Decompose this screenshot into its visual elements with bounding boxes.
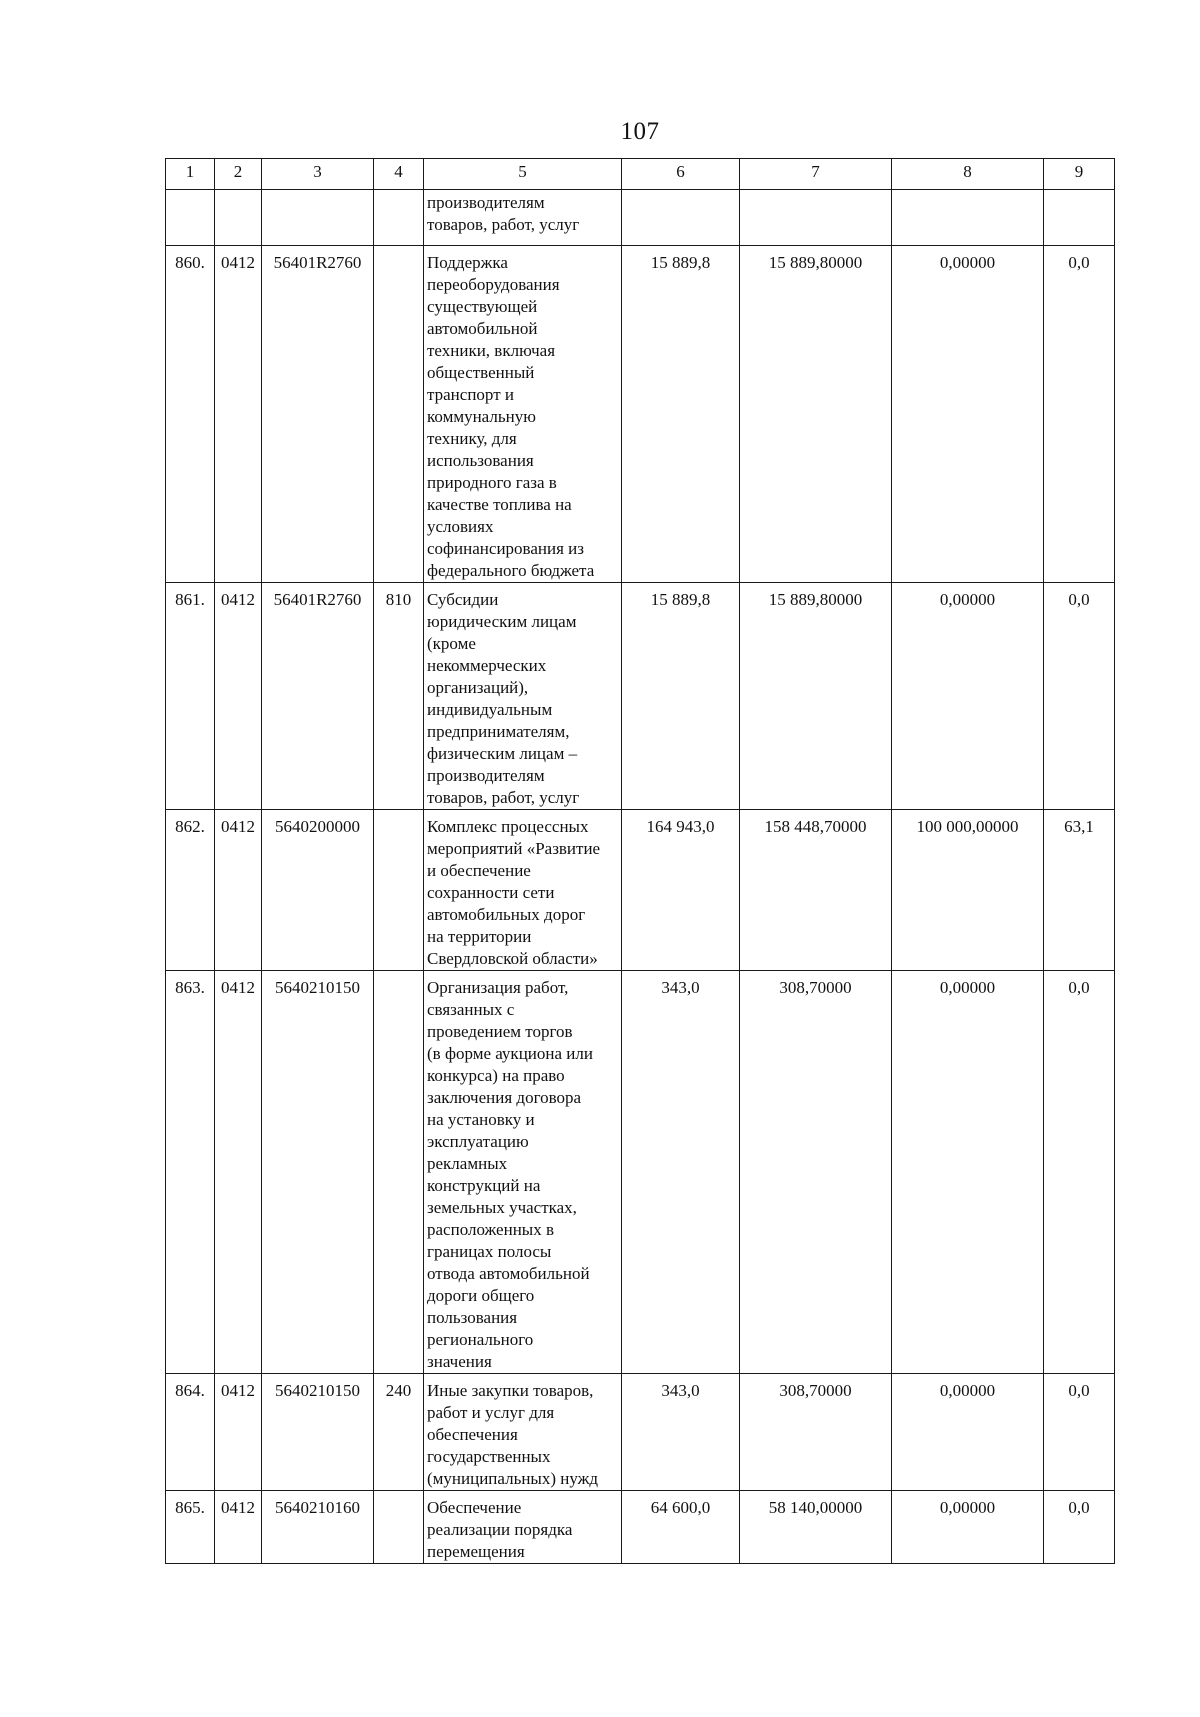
name-line: качестве топлива на [427,495,572,514]
cell-col6: 343,0 [622,1374,740,1491]
name-line: автомобильных дорог [427,905,586,924]
name-line: обеспечения [427,1425,518,1444]
cell-col8: 100 000,00000 [892,810,1044,971]
name-line: производителям [427,193,545,212]
cell-num [166,190,215,246]
table-row [166,1374,1115,1491]
cell-code: 5640210150 [262,1374,374,1491]
column-header-5: 5 [424,159,622,190]
cell-type [374,1491,424,1564]
budget-table [165,158,1115,1564]
name-line: государственных [427,1447,551,1466]
column-header-4: 4 [374,159,424,190]
name-line: Организация работ, [427,978,569,997]
cell-col9: 0,0 [1044,971,1115,1374]
cell-name [424,1491,622,1564]
name-line: федерального бюджета [427,561,595,580]
name-line: природного газа в [427,473,557,492]
name-line: на территории [427,927,532,946]
cell-col9 [1044,190,1115,246]
name-line: (в форме аукциона или [427,1044,593,1063]
name-line: Комплекс процессных [427,817,589,836]
name-line: проведением торгов [427,1022,573,1041]
cell-col9: 0,0 [1044,1491,1115,1564]
name-line: товаров, работ, услуг [427,215,580,234]
cell-code: 5640210150 [262,971,374,1374]
name-line: физическим лицам – [427,744,578,763]
name-line: общественный [427,363,535,382]
cell-name [424,971,622,1374]
name-line: дороги общего [427,1286,535,1305]
cell-name [424,810,622,971]
name-line: перемещения [427,1542,525,1561]
cell-col7 [740,190,892,246]
cell-col6: 64 600,0 [622,1491,740,1564]
name-line: предпринимателям, [427,722,570,741]
name-line: юридическим лицам [427,612,577,631]
cell-name [424,190,622,246]
name-line: конструкций на [427,1176,541,1195]
table-row [166,1491,1115,1564]
cell-type [374,810,424,971]
cell-type [374,971,424,1374]
name-line: коммунальную [427,407,536,426]
cell-col6: 15 889,8 [622,583,740,810]
cell-col8: 0,00000 [892,1491,1044,1564]
cell-num: 863. [166,971,215,1374]
name-line: (муниципальных) нужд [427,1469,599,1488]
name-line: связанных с [427,1000,515,1019]
cell-name [424,583,622,810]
page-number: 107 [620,118,660,145]
cell-code: 56401R2760 [262,583,374,810]
column-header-6: 6 [622,159,740,190]
column-header-3: 3 [262,159,374,190]
cell-col8: 0,00000 [892,246,1044,583]
cell-col8: 0,00000 [892,1374,1044,1491]
continuation-row [166,190,1115,246]
name-line: на установку и [427,1110,535,1129]
cell-type [374,246,424,583]
table-row [166,246,1115,583]
table-body [166,190,1115,1564]
cell-type: 810 [374,583,424,810]
name-line: рекламных [427,1154,508,1173]
name-line: некоммерческих [427,656,547,675]
column-header-9: 9 [1044,159,1115,190]
name-line: и обеспечение [427,861,531,880]
column-header-7: 7 [740,159,892,190]
cell-type [374,190,424,246]
cell-section [215,190,262,246]
header-row [166,159,1115,190]
cell-col7: 308,70000 [740,971,892,1374]
cell-section: 0412 [215,583,262,810]
cell-col6 [622,190,740,246]
name-line: индивидуальным [427,700,553,719]
name-line: значения [427,1352,492,1371]
name-line: технику, для [427,429,517,448]
cell-col9: 0,0 [1044,1374,1115,1491]
cell-section: 0412 [215,1491,262,1564]
name-line: пользования [427,1308,518,1327]
name-line: границах полосы [427,1242,552,1261]
table-row [166,971,1115,1374]
cell-col8 [892,190,1044,246]
cell-name [424,1374,622,1491]
name-line: земельных участках, [427,1198,577,1217]
name-line: отвода автомобильной [427,1264,590,1283]
cell-col9: 63,1 [1044,810,1115,971]
name-line: эксплуатацию [427,1132,529,1151]
cell-col8: 0,00000 [892,583,1044,810]
cell-col6: 164 943,0 [622,810,740,971]
cell-col9: 0,0 [1044,583,1115,810]
name-line: Субсидии [427,590,499,609]
cell-col7: 15 889,80000 [740,246,892,583]
cell-section: 0412 [215,246,262,583]
name-line: Обеспечение [427,1498,522,1517]
cell-num: 862. [166,810,215,971]
name-line: реализации порядка [427,1520,573,1539]
cell-num: 864. [166,1374,215,1491]
name-line: организаций), [427,678,529,697]
name-line: (кроме [427,634,476,653]
name-line: техники, включая [427,341,556,360]
column-header-2: 2 [215,159,262,190]
cell-code: 56401R2760 [262,246,374,583]
cell-col6: 15 889,8 [622,246,740,583]
name-line: софинансирования из [427,539,584,558]
cell-name [424,246,622,583]
name-line: переоборудования [427,275,560,294]
name-line: сохранности сети [427,883,555,902]
cell-code [262,190,374,246]
column-header-1: 1 [166,159,215,190]
name-line: заключения договора [427,1088,582,1107]
cell-section: 0412 [215,971,262,1374]
cell-section: 0412 [215,1374,262,1491]
name-line: конкурса) на право [427,1066,565,1085]
name-line: автомобильной [427,319,538,338]
name-line: расположенных в [427,1220,554,1239]
name-line: Иные закупки товаров, [427,1381,594,1400]
name-line: транспорт и [427,385,514,404]
table-row [166,583,1115,810]
cell-col6: 343,0 [622,971,740,1374]
name-line: Свердловской области» [427,949,598,968]
name-line: существующей [427,297,538,316]
table-row [166,810,1115,971]
cell-col7: 308,70000 [740,1374,892,1491]
cell-col7: 58 140,00000 [740,1491,892,1564]
name-line: условиях [427,517,494,536]
name-line: работ и услуг для [427,1403,555,1422]
cell-num: 865. [166,1491,215,1564]
cell-col7: 15 889,80000 [740,583,892,810]
cell-type: 240 [374,1374,424,1491]
name-line: регионального [427,1330,534,1349]
column-header-8: 8 [892,159,1044,190]
cell-col7: 158 448,70000 [740,810,892,971]
name-line: мероприятий «Развитие [427,839,601,858]
name-line: Поддержка [427,253,508,272]
cell-col9: 0,0 [1044,246,1115,583]
name-line: товаров, работ, услуг [427,788,580,807]
cell-code: 5640200000 [262,810,374,971]
name-line: производителям [427,766,545,785]
cell-num: 861. [166,583,215,810]
cell-code: 5640210160 [262,1491,374,1564]
name-line: использования [427,451,534,470]
cell-section: 0412 [215,810,262,971]
cell-col8: 0,00000 [892,971,1044,1374]
cell-num: 860. [166,246,215,583]
